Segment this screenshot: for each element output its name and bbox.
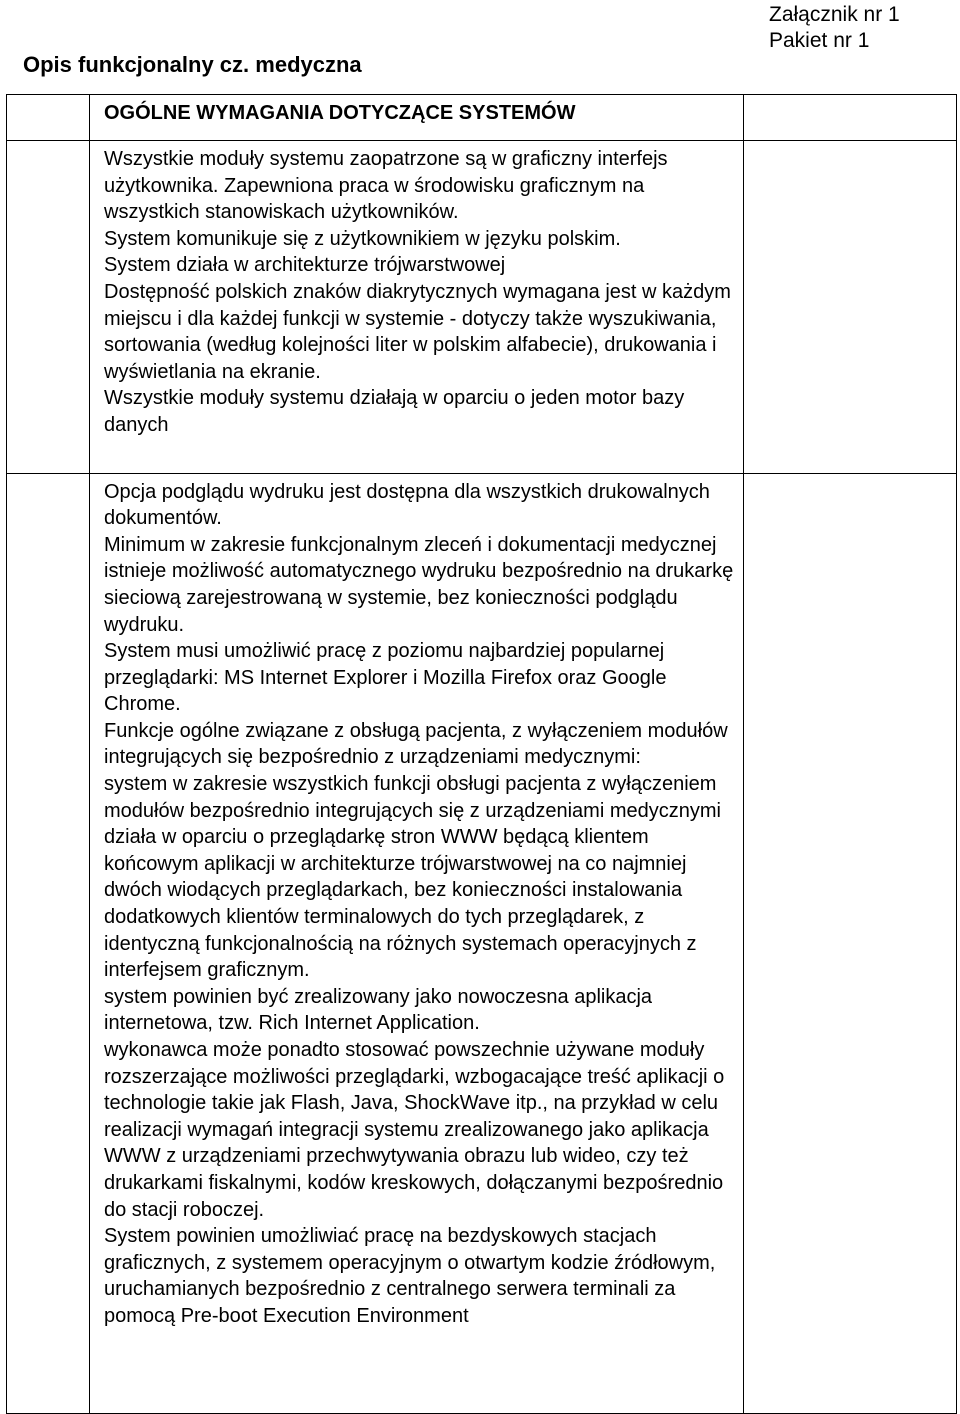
response-cell	[744, 95, 957, 141]
table-row-functional	[7, 473, 957, 1413]
section-heading: OGÓLNE WYMAGANIA DOTYCZĄCE SYSTEMÓW	[104, 102, 576, 124]
requirement-diacritics: Dostępność polskich znaków diakrytycznych wymagana jest w każdym miejscu i dla każdej funkcji w systemie - dotyczy także wyszukiwania, sortowania (według kolejności liter w polskim alfabecie), drukowania i wyświetlania na ekranie.	[104, 280, 731, 383]
table-row-heading	[7, 95, 957, 141]
requirement-ria: system powinien być zrealizowany jako nowoczesna aplikacja internetowa, tzw. Rich Internet Application.	[104, 985, 653, 1035]
requirement-cell	[90, 141, 744, 474]
row-number-cell	[7, 473, 90, 1413]
annex-label	[769, 2, 900, 54]
section-heading-cell	[90, 95, 744, 141]
requirement-diskless: System powinien umożliwiać pracę na bezdyskowych stacjach graficznych, z systemem operacyjnym o otwartym kodzie źródłowym, uruchamianych bezpośrednio z centralnego serwera terminali za pomocą Pre-boot Execution Environment	[104, 1225, 716, 1327]
requirement-text	[90, 141, 743, 473]
requirement-text	[90, 474, 743, 1330]
requirement-direct-print: Minimum w zakresie funkcjonalnym zleceń i dokumentacji medycznej istnieje możliwość automatycznego wydruku bezpośrednio na drukarkę sieciową zarejestrowaną w systemie, bez konieczności podglądu wydruku.	[104, 533, 734, 636]
requirement-print-preview: Opcja podglądu wydruku jest dostępna dla wszystkich drukowalnych dokumentów.	[104, 480, 710, 530]
row-number-cell	[7, 95, 90, 141]
requirement-patient-functions: Funkcje ogólne związane z obsługą pacjenta, z wyłączeniem modułów integrujących się bezpośrednio z urządzeniami medycznymi:	[104, 719, 728, 769]
requirement-language: System komunikuje się z użytkownikiem w języku polskim.	[104, 227, 621, 250]
requirement-gui: Wszystkie moduły systemu zaopatrzone są w graficzny interfejs użytkownika. Zapewniona praca w środowisku graficznym na wszystkich stanowiskach użytkowników.	[104, 148, 668, 224]
requirement-web-client: system w zakresie wszystkich funkcji obsługi pacjenta z wyłączeniem modułów bezpośrednio integrujących się z urządzeniami medycznymi działa w oparciu o przeglądarkę stron WWW będącą klientem końcowym aplikacji w architekturze trójwarstwowej na co najmniej dwóch wiodących przeglądarkach, bez konieczności instalowania dodatkowych klientów terminalowych do tych przeglądarek, z identyczną funkcjonalnością na różnych systemach operacyjnych z interfejsem graficznym.	[104, 773, 721, 982]
package-number: Pakiet nr 1	[769, 29, 870, 52]
requirement-cell	[90, 473, 744, 1413]
row-number-cell	[7, 141, 90, 474]
document-title: Opis funkcjonalny cz. medyczna	[23, 52, 362, 77]
requirements-table	[6, 94, 957, 1414]
response-cell	[744, 473, 957, 1413]
table-row-general	[7, 141, 957, 474]
requirement-architecture: System działa w architekturze trójwarstwowej	[104, 254, 506, 277]
requirement-browsers: System musi umożliwić pracę z poziomu najbardziej popularnej przeglądarki: MS Internet Explorer i Mozilla Firefox oraz Google Chrome.	[104, 640, 667, 716]
response-cell	[744, 141, 957, 474]
requirement-plugins: wykonawca może ponadto stosować powszechnie używane moduły rozszerzające możliwości przeglądarki, wzbogacające treść aplikacji o technologie takie jak Flash, Java, ShockWave itp., na przykład w celu realizacji wymagań integracji systemu zrealizowanego jako aplikacja WWW z urządzeniami przechwytywania obrazu lub wideo, czy też drukarkami fiskalnymi, kodów kreskowych, dołączanymi bezpośrednio do stacji roboczej.	[104, 1039, 725, 1221]
annex-number: Załącznik nr 1	[769, 3, 900, 26]
requirement-database: Wszystkie moduły systemu działają w oparciu o jeden motor bazy danych	[104, 387, 685, 436]
